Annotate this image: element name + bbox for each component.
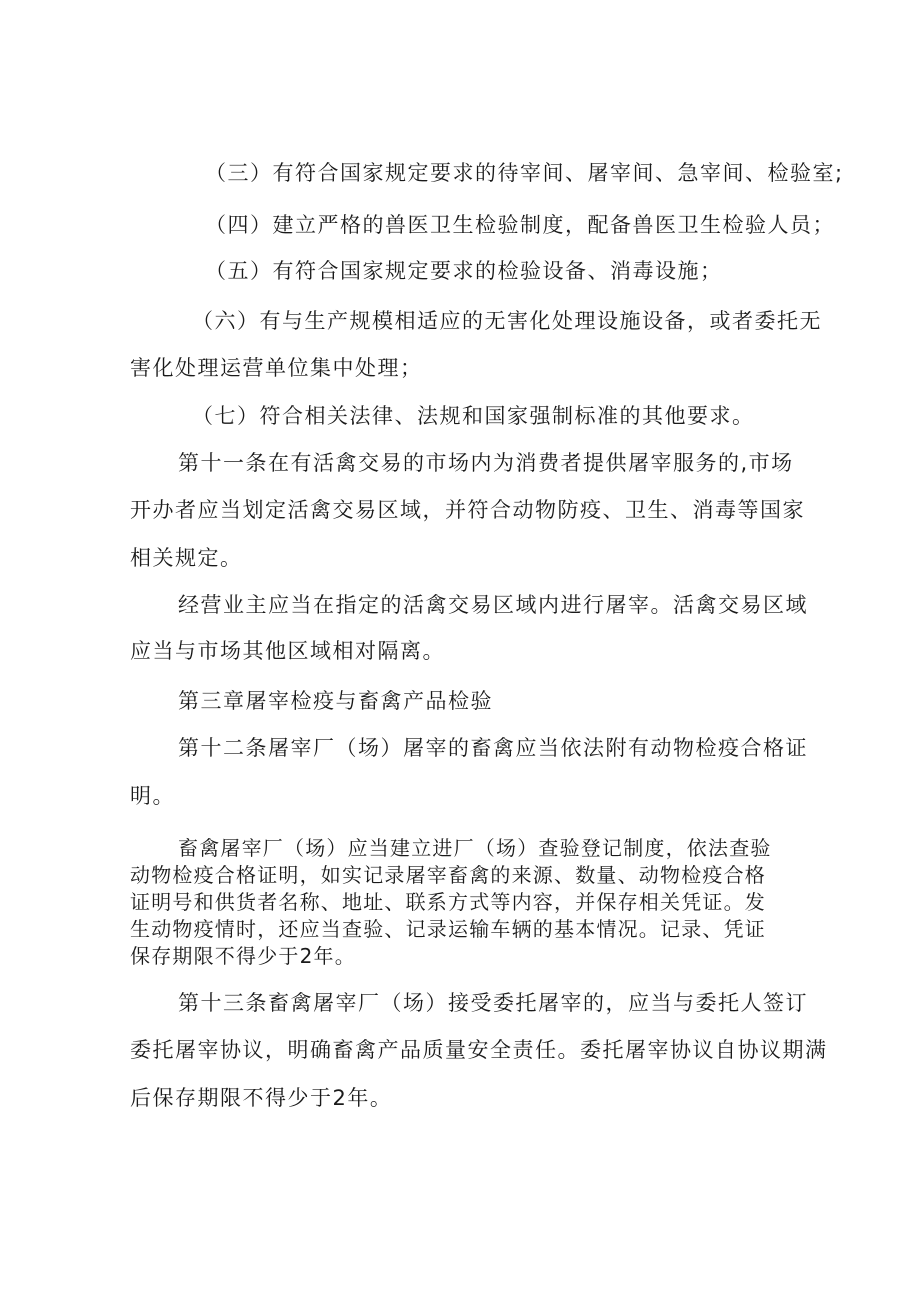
article-13-line-1: 第十三条畜禽屠宰厂（场）接受委托屠宰的，应当与委托人签订	[178, 991, 808, 1015]
clause-6-line-2: 害化处理运营单位集中处理；	[130, 356, 423, 380]
chapter-3-heading: 第三章屠宰检疫与畜禽产品检验	[178, 689, 493, 713]
clause-4: （四）建立严格的兽医卫生检验制度，配备兽医卫生检验人员；	[205, 213, 835, 237]
article-12-para-2-line-3: 证明号和供货者名称、地址、联系方式等内容，并保存相关凭证。发	[130, 890, 766, 914]
clause-6-line-1: （六）有与生产规模相适应的无害化处理设施设备，或者委托无	[192, 309, 822, 333]
article-11-line-3: 相关规定。	[130, 546, 243, 570]
article-11-para-2-line-2: 应当与市场其他区域相对隔离。	[130, 639, 445, 663]
clause-3: （三）有符合国家规定要求的待宰间、屠宰间、急宰间、检验室;	[205, 161, 844, 185]
article-13-line-2: 委托屠宰协议，明确畜禽产品质量安全责任。委托屠宰协议自协议期满	[130, 1038, 828, 1062]
article-12-line-2: 明。	[130, 784, 175, 808]
clause-7: （七）符合相关法律、法规和国家强制标准的其他要求。	[192, 404, 755, 428]
article-12-para-2-line-4: 生动物疫情时，还应当查验、记录运输车辆的基本情况。记录、凭证	[130, 917, 766, 941]
article-11-para-2-line-1: 经营业主应当在指定的活禽交易区域内进行屠宰。活禽交易区域	[178, 593, 808, 617]
clause-5: （五）有符合国家规定要求的检验设备、消毒设施；	[205, 259, 723, 283]
article-13-line-3: 后保存期限不得少于2年。	[130, 1086, 393, 1110]
article-12-para-2-line-1: 畜禽屠宰厂（场）应当建立进厂（场）查验登记制度，依法查验	[178, 836, 772, 860]
article-11-line-2: 开办者应当划定活禽交易区域，并符合动物防疫、卫生、消毒等国家	[130, 498, 805, 522]
article-12-para-2-line-5: 保存期限不得少于2年。	[130, 944, 356, 968]
article-12-para-2-line-2: 动物检疫合格证明，如实记录屠宰畜禽的来源、数量、动物检疫合格	[130, 863, 766, 887]
article-11-line-1: 第十一条在有活禽交易的市场内为消费者提供屠宰服务的,市场	[178, 451, 794, 475]
article-12-line-1: 第十二条屠宰厂（场）屠宰的畜禽应当依法附有动物检疫合格证	[178, 736, 808, 760]
